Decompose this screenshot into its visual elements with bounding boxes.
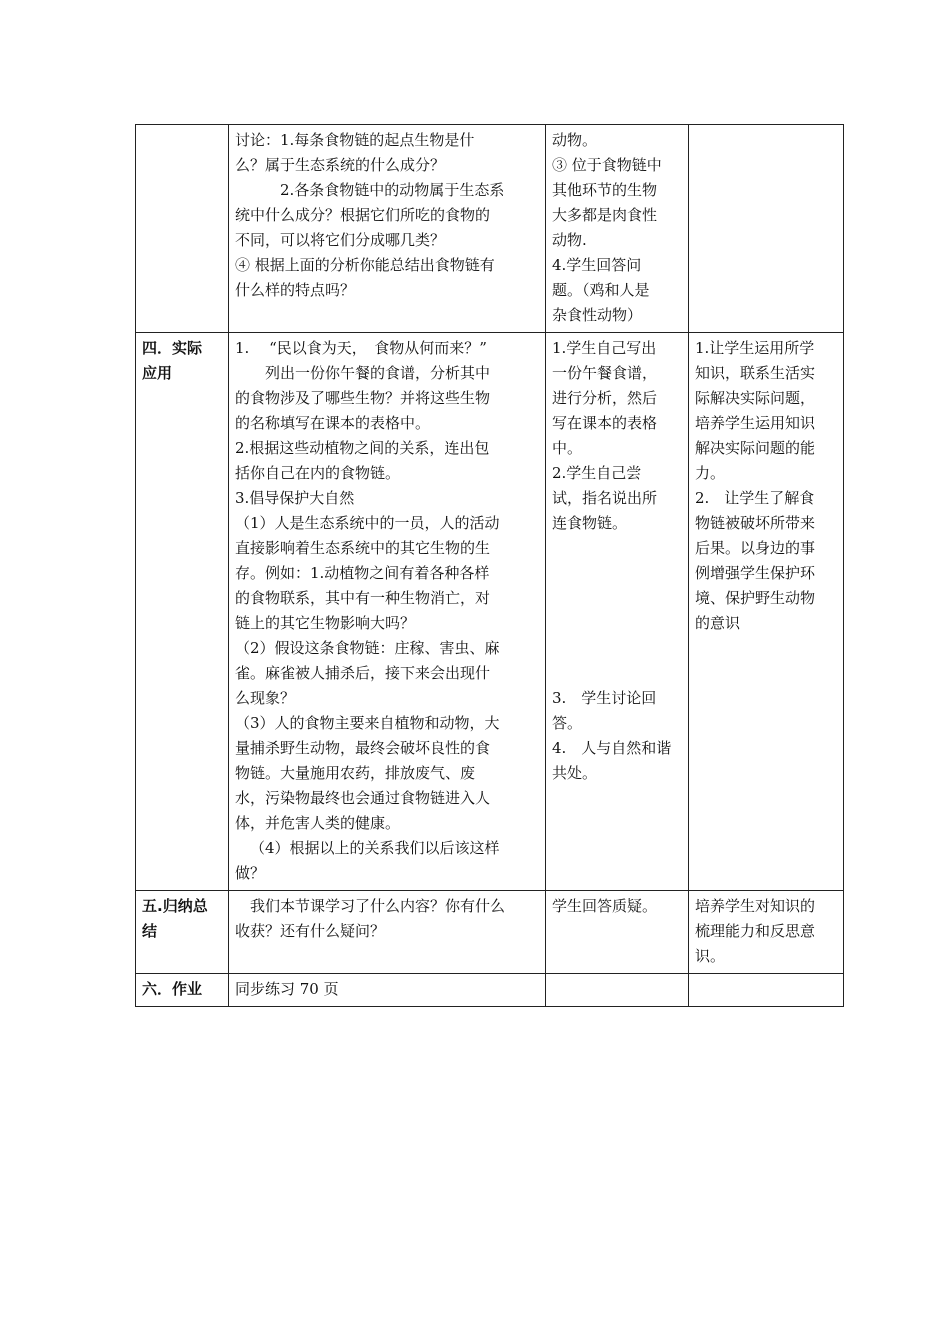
text-line: 解决实际问题的能 [695, 439, 816, 457]
text-line: 什么样的特点吗？ [235, 281, 356, 299]
text-line: 么现象？ [235, 689, 296, 707]
student-cell [546, 974, 689, 1007]
stage-cell [136, 125, 229, 333]
text-line: 际解决实际问题， [695, 389, 816, 407]
text-line: 统中什么成分？根据它们所吃的食物的 [235, 206, 491, 224]
text-line: 列出一份你午餐的食谱，分析其中 [265, 364, 491, 382]
text-line: 存。例如：1.动植物之间有着各种各样 [235, 564, 490, 582]
text-line: 培养学生对知识的 [695, 897, 816, 915]
text-line: （3）人的食物主要来自植物和动物，大 [235, 714, 500, 732]
text-line: 的意识 [695, 614, 741, 632]
text-line: 雀。麻雀被人捕杀后，接下来会出现什 [235, 664, 491, 682]
spacer [552, 536, 682, 686]
purpose-cell [689, 891, 844, 974]
student-cell [546, 333, 689, 891]
text-line: 1.让学生运用所学 [695, 339, 815, 357]
text-line: 题。（鸡和人是 [552, 281, 650, 299]
text-line: 2. 让学生了解食 [695, 489, 815, 507]
text-line: ④ 根据上面的分析你能总结出食物链有 [235, 256, 495, 274]
purpose-cell [689, 974, 844, 1007]
text-line: 物链被破坏所带来 [695, 514, 816, 532]
text-line: ③ 位于食物链中 [552, 156, 662, 174]
text-line: 一份午餐食谱， [552, 364, 658, 382]
text-line: （2）假设这条食物链：庄稼、害虫、麻 [235, 639, 500, 657]
text-line: 梳理能力和反思意 [695, 922, 816, 940]
text-line: 物链。大量施用农药，排放废气、废 [235, 764, 476, 782]
stage-cell [136, 891, 229, 974]
text-line: 体，并危害人类的健康。 [235, 814, 401, 832]
student-cell [546, 125, 689, 333]
purpose-cell [689, 333, 844, 891]
text-line: （1）人是生态系统中的一员，人的活动 [235, 514, 500, 532]
student-cell [546, 891, 689, 974]
stage-label: 五.归纳总 [142, 897, 208, 915]
text-line: 括你自己在内的食物链。 [235, 464, 401, 482]
table-row [136, 891, 844, 974]
table-row [136, 974, 844, 1007]
text-line: 动物。 [552, 131, 598, 149]
text-line: 写在课本的表格 [552, 414, 658, 432]
stage-label: 四．实际 [142, 339, 203, 357]
text-line: 4. 人与自然和谐 [552, 739, 672, 757]
text-line: 大多都是肉食性 [552, 206, 658, 224]
text-line: 链上的其它生物影响大吗？ [235, 614, 416, 632]
stage-label: 应用 [142, 364, 173, 382]
stage-label: 结 [142, 922, 158, 940]
text-line: 做？ [235, 864, 266, 882]
text-line: 其他环节的生物 [552, 181, 658, 199]
text-line: 2.学生自己尝 [552, 464, 642, 482]
text-line: 识。 [695, 947, 726, 965]
table-row [136, 125, 844, 333]
text-line: 同步练习 70 页 [235, 980, 339, 998]
activity-cell [229, 891, 546, 974]
text-line: 4.学生回答问 [552, 256, 642, 274]
purpose-cell [689, 125, 844, 333]
text-line: 2.各条食物链中的动物属于生态系 [280, 181, 505, 199]
text-line: 知识，联系生活实 [695, 364, 816, 382]
text-line: 中。 [552, 439, 583, 457]
text-line: 收获？还有什么疑问？ [235, 922, 386, 940]
text-line: 1.学生自己写出 [552, 339, 657, 357]
text-line: 3.倡导保护大自然 [235, 489, 355, 507]
text-line: 讨论：1.每条食物链的起点生物是什 [235, 131, 475, 149]
text-line: 共处。 [552, 764, 598, 782]
stage-cell [136, 333, 229, 891]
text-line: 动物. [552, 231, 587, 249]
lesson-plan-table [135, 124, 844, 1007]
text-line: 学生回答质疑。 [552, 897, 658, 915]
text-line: 3. 学生讨论回 [552, 689, 657, 707]
text-line: 例增强学生保护环 [695, 564, 816, 582]
text-line: 不同，可以将它们分成哪几类？ [235, 231, 446, 249]
text-line: （4）根据以上的关系我们以后该这样 [250, 839, 500, 857]
text-line: 境、保护野生动物 [695, 589, 816, 607]
text-line: 后果。以身边的事 [695, 539, 816, 557]
text-line: 直接影响着生态系统中的其它生物的生 [235, 539, 491, 557]
text-line: 我们本节课学习了什么内容？你有什么 [250, 897, 506, 915]
text-line: 连食物链。 [552, 514, 628, 532]
text-line: 1. “民以食为天， 食物从何而来？” [235, 339, 487, 357]
activity-cell [229, 974, 546, 1007]
text-line: 答。 [552, 714, 583, 732]
text-line: 力。 [695, 464, 726, 482]
stage-label: 六．作业 [142, 980, 203, 998]
text-line: 的食物联系，其中有一种生物消亡，对 [235, 589, 491, 607]
text-line: 么？属于生态系统的什么成分？ [235, 156, 446, 174]
text-line: 培养学生运用知识 [695, 414, 816, 432]
stage-cell [136, 974, 229, 1007]
table-row [136, 333, 844, 891]
text-line: 试，指名说出所 [552, 489, 658, 507]
text-line: 杂食性动物） [552, 306, 643, 324]
text-line: 量捕杀野生动物，最终会破坏良性的食 [235, 739, 491, 757]
activity-cell [229, 125, 546, 333]
text-line: 进行分析，然后 [552, 389, 658, 407]
text-line: 2.根据这些动植物之间的关系，连出包 [235, 439, 490, 457]
text-line: 的名称填写在课本的表格中。 [235, 414, 431, 432]
text-line: 水，污染物最终也会通过食物链进入人 [235, 789, 491, 807]
activity-cell [229, 333, 546, 891]
text-line: 的食物涉及了哪些生物？并将这些生物 [235, 389, 491, 407]
